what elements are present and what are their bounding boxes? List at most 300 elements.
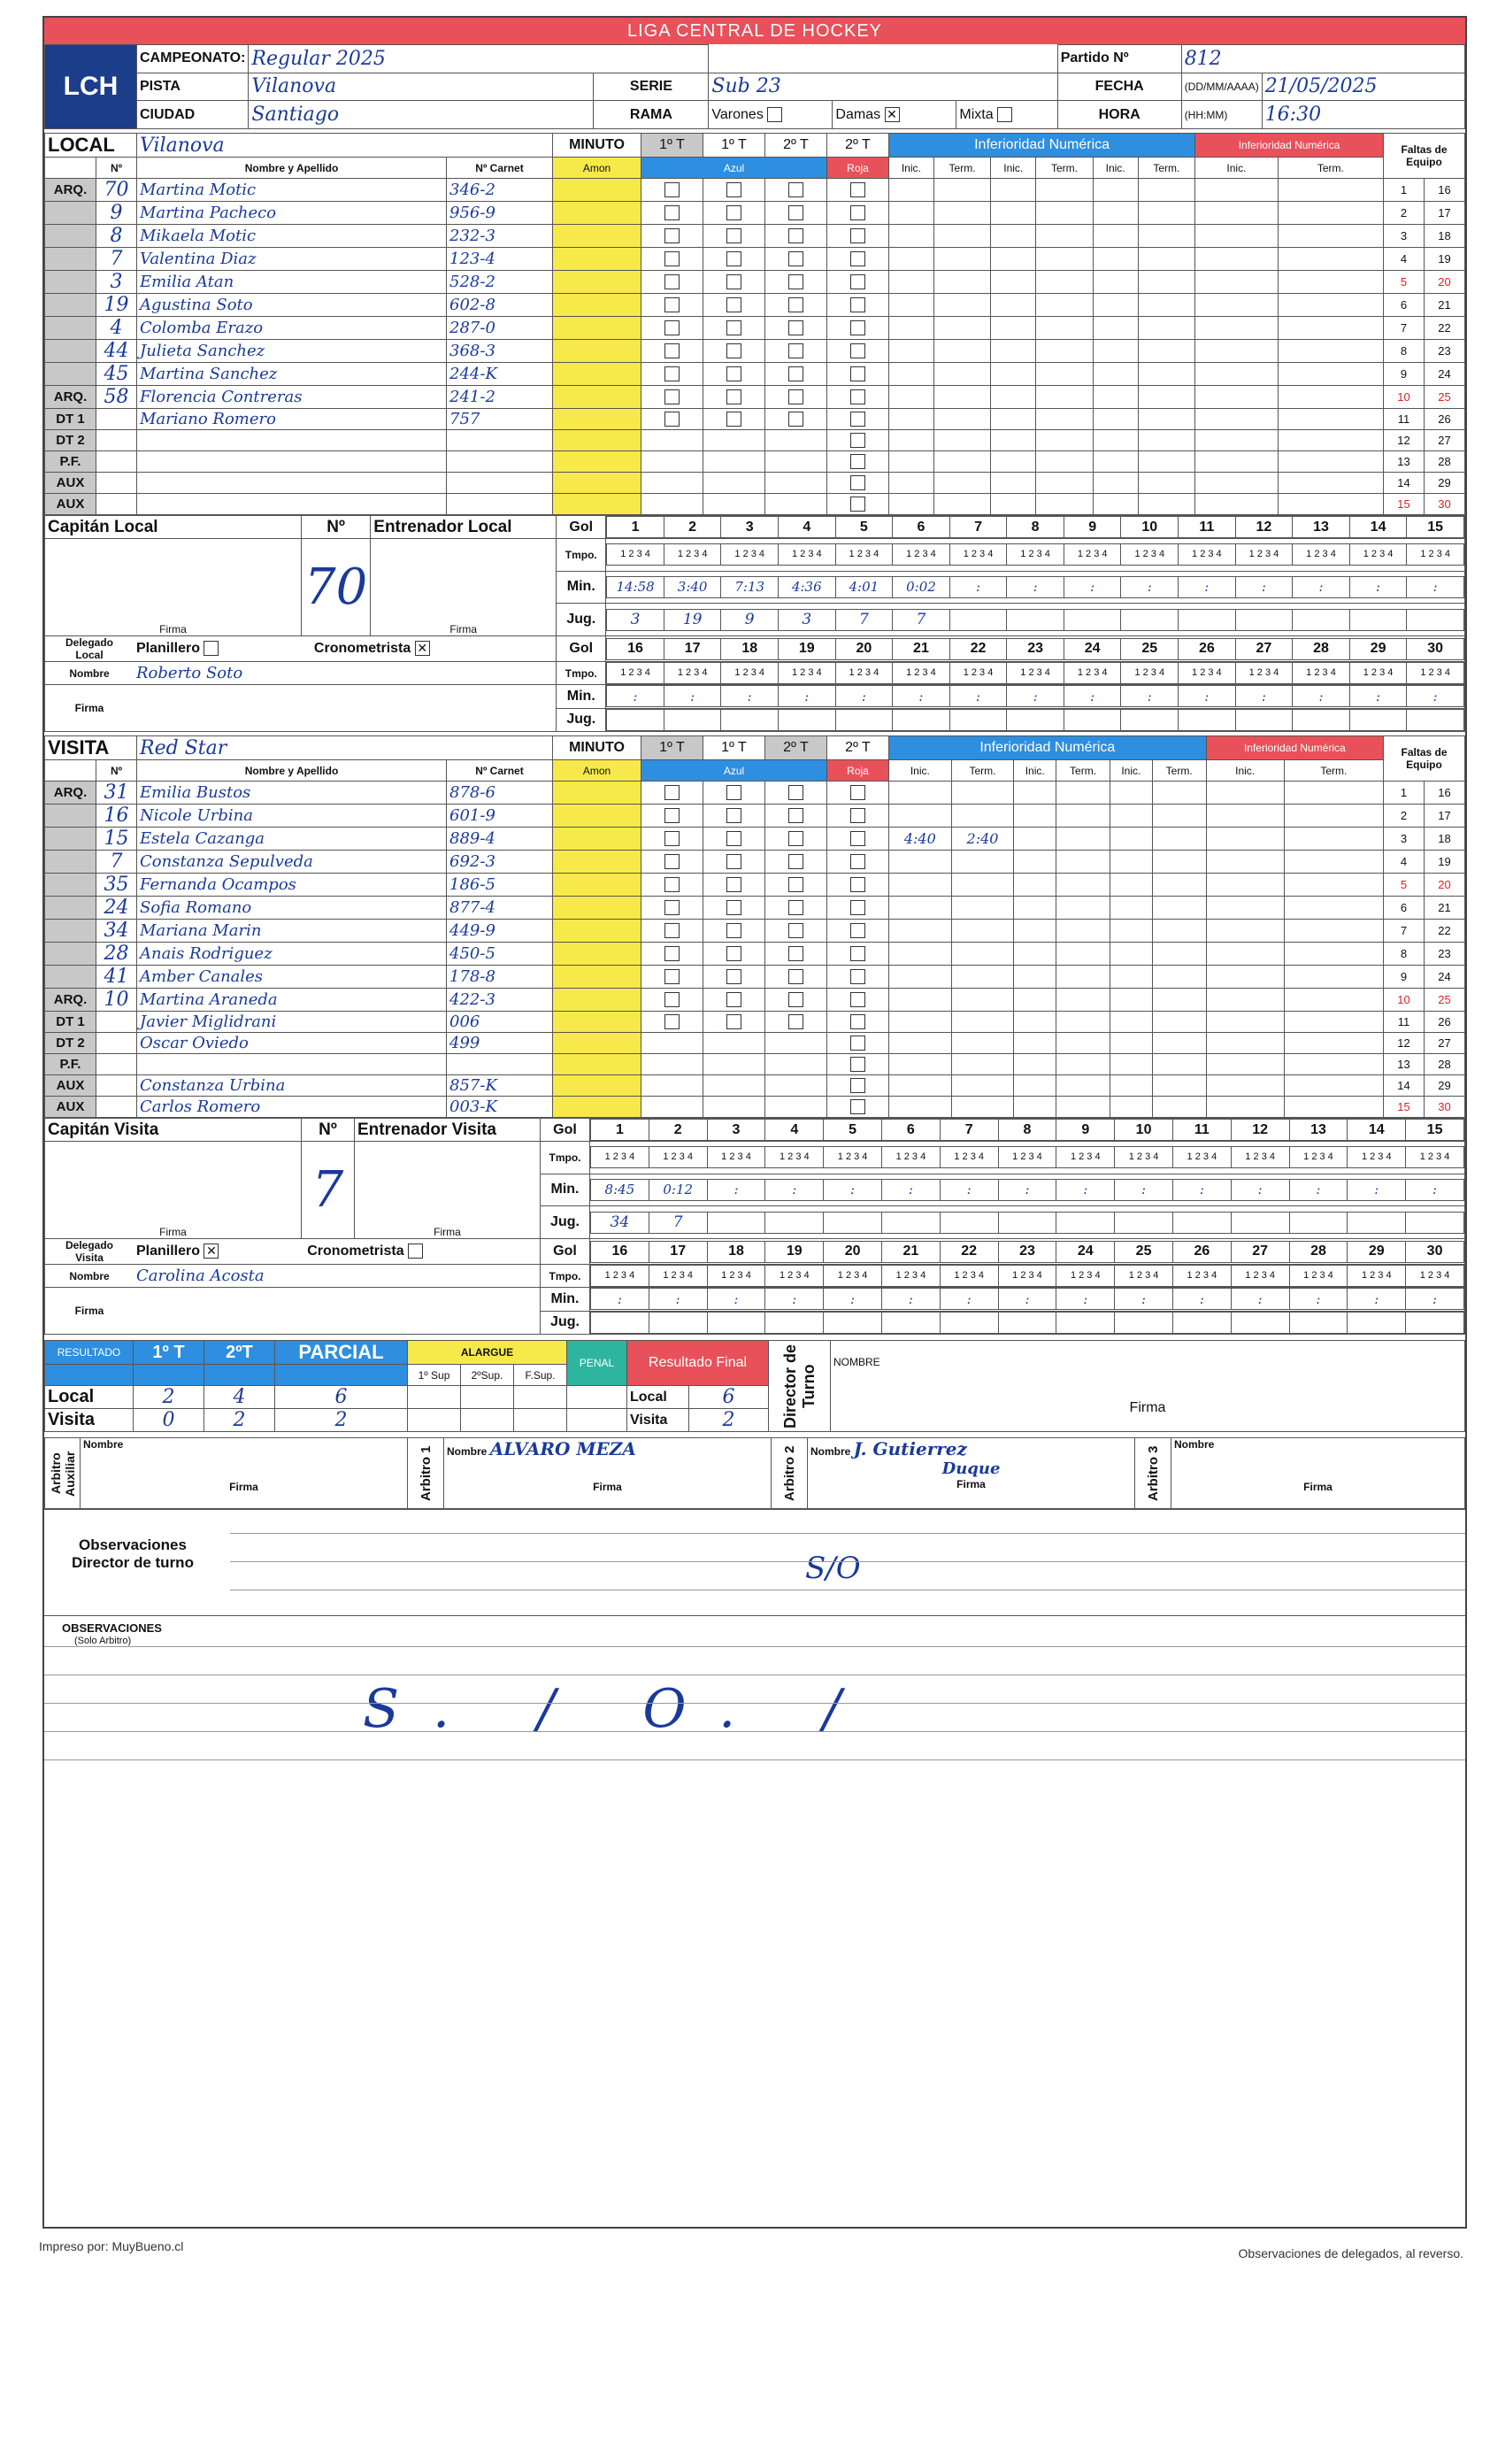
inferioridad-cell[interactable] [951, 1012, 1014, 1033]
inferioridad-cell[interactable] [933, 225, 991, 248]
local-t1-score[interactable]: 2 [134, 1386, 204, 1409]
inferioridad-cell[interactable] [1284, 805, 1383, 828]
inferioridad-cell[interactable] [1110, 1054, 1152, 1075]
tmpo-cell[interactable]: 1 2 3 4 [940, 1147, 998, 1168]
inferioridad-cell[interactable] [1152, 805, 1206, 828]
inferioridad-cell[interactable] [889, 1075, 952, 1097]
inferioridad-cell[interactable] [1195, 202, 1278, 225]
tmpo-cell[interactable]: 1 2 3 4 [1064, 544, 1121, 566]
goal-minute[interactable]: : [1121, 576, 1179, 597]
tmpo-cell[interactable]: 1 2 3 4 [591, 1266, 649, 1287]
partido-value[interactable]: 812 [1181, 45, 1464, 73]
fault-cell[interactable]: 28 [1425, 1054, 1465, 1075]
tmpo-cell[interactable]: 1 2 3 4 [1348, 1147, 1406, 1168]
player-carnet[interactable]: 422-3 [447, 989, 553, 1012]
card-checkbox[interactable] [726, 1014, 741, 1029]
inferioridad-cell[interactable] [1036, 317, 1094, 340]
player-carnet[interactable]: 178-8 [447, 966, 553, 989]
fault-cell[interactable]: 17 [1425, 202, 1465, 225]
visita-parcial-score[interactable]: 2 [275, 1409, 408, 1432]
inferioridad-cell[interactable] [889, 271, 934, 294]
player-number[interactable]: 9 [96, 202, 137, 225]
inferioridad-cell[interactable] [889, 1097, 952, 1118]
player-name[interactable]: Mariano Romero [137, 409, 447, 430]
card-cell[interactable] [827, 1054, 889, 1075]
card-checkbox[interactable] [850, 854, 865, 869]
card-cell[interactable] [765, 828, 827, 851]
player-name[interactable]: Martina Sanchez [137, 363, 447, 386]
inferioridad-cell[interactable] [1278, 430, 1383, 451]
amon-cell[interactable] [553, 179, 641, 202]
card-checkbox[interactable] [664, 320, 680, 335]
inferioridad-cell[interactable] [1284, 966, 1383, 989]
player-number[interactable] [96, 1012, 137, 1033]
card-cell[interactable] [641, 1012, 703, 1033]
tmpo-cell[interactable]: 1 2 3 4 [1231, 1266, 1289, 1287]
tmpo-cell[interactable]: 1 2 3 4 [664, 663, 721, 684]
player-name[interactable]: Agustina Soto [137, 294, 447, 317]
goal-player[interactable] [1172, 1312, 1231, 1333]
inferioridad-cell[interactable] [889, 317, 934, 340]
inferioridad-cell[interactable] [1110, 1012, 1152, 1033]
inferioridad-cell[interactable] [1036, 430, 1094, 451]
card-cell[interactable] [641, 363, 703, 386]
card-cell[interactable] [827, 897, 889, 920]
inferioridad-cell[interactable] [1036, 451, 1094, 473]
amon-cell[interactable] [553, 920, 641, 943]
fault-cell[interactable]: 24 [1425, 966, 1465, 989]
inferioridad-cell[interactable] [933, 271, 991, 294]
card-checkbox[interactable] [726, 343, 741, 358]
visita-t1-score[interactable]: 0 [134, 1409, 204, 1432]
inferioridad-cell[interactable] [1206, 828, 1284, 851]
card-checkbox[interactable] [788, 297, 803, 312]
inferioridad-cell[interactable] [1284, 828, 1383, 851]
goal-player[interactable] [591, 1312, 649, 1333]
card-cell[interactable] [827, 294, 889, 317]
inferioridad-cell[interactable] [951, 782, 1014, 805]
card-checkbox[interactable] [726, 182, 741, 197]
player-name[interactable]: Valentina Diaz [137, 248, 447, 271]
card-checkbox[interactable] [788, 228, 803, 243]
card-cell[interactable] [827, 386, 889, 409]
goal-minute[interactable]: : [707, 1179, 765, 1200]
card-checkbox[interactable] [850, 1036, 865, 1051]
inferioridad-cell[interactable] [1056, 805, 1110, 828]
inferioridad-cell[interactable] [1284, 1033, 1383, 1054]
card-cell[interactable] [765, 494, 827, 515]
amon-cell[interactable] [553, 340, 641, 363]
goal-player[interactable] [707, 1212, 765, 1233]
card-cell[interactable] [703, 1033, 765, 1054]
tmpo-cell[interactable]: 1 2 3 4 [721, 663, 779, 684]
player-carnet[interactable]: 232-3 [447, 225, 553, 248]
card-checkbox[interactable] [788, 900, 803, 915]
goal-minute[interactable]: : [1056, 1179, 1115, 1200]
card-cell[interactable] [765, 294, 827, 317]
inferioridad-cell[interactable] [1138, 179, 1195, 202]
goal-minute[interactable]: : [1172, 1179, 1231, 1200]
inferioridad-cell[interactable] [1036, 294, 1094, 317]
fault-cell[interactable]: 7 [1384, 317, 1425, 340]
tmpo-cell[interactable]: 1 2 3 4 [1407, 544, 1464, 566]
card-cell[interactable] [827, 805, 889, 828]
inferioridad-cell[interactable] [889, 294, 934, 317]
damas-checkbox[interactable] [885, 107, 900, 122]
inferioridad-cell[interactable] [1093, 179, 1138, 202]
inferioridad-cell[interactable] [1195, 179, 1278, 202]
card-checkbox[interactable] [850, 366, 865, 381]
inferioridad-cell[interactable] [1138, 386, 1195, 409]
card-checkbox[interactable] [664, 808, 680, 823]
card-cell[interactable] [641, 805, 703, 828]
card-cell[interactable] [703, 920, 765, 943]
player-carnet[interactable]: 449-9 [447, 920, 553, 943]
inferioridad-cell[interactable] [1138, 473, 1195, 494]
fault-cell[interactable]: 21 [1425, 897, 1465, 920]
tmpo-cell[interactable]: 1 2 3 4 [949, 663, 1007, 684]
card-cell[interactable] [703, 430, 765, 451]
player-number[interactable]: 58 [96, 386, 137, 409]
fault-cell[interactable]: 18 [1425, 225, 1465, 248]
inferioridad-cell[interactable] [1014, 1097, 1056, 1118]
inferioridad-cell[interactable] [933, 179, 991, 202]
player-carnet[interactable] [447, 451, 553, 473]
inferioridad-cell[interactable] [1278, 317, 1383, 340]
card-cell[interactable] [827, 271, 889, 294]
card-cell[interactable] [765, 451, 827, 473]
inferioridad-cell[interactable] [1110, 828, 1152, 851]
player-name[interactable]: Julieta Sanchez [137, 340, 447, 363]
inferioridad-cell[interactable] [1206, 1054, 1284, 1075]
card-checkbox[interactable] [664, 923, 680, 938]
inferioridad-cell[interactable] [1152, 1097, 1206, 1118]
player-carnet[interactable]: 287-0 [447, 317, 553, 340]
card-cell[interactable] [765, 409, 827, 430]
card-cell[interactable] [765, 1033, 827, 1054]
card-checkbox[interactable] [788, 831, 803, 846]
goal-player[interactable] [721, 709, 779, 730]
card-checkbox[interactable] [850, 992, 865, 1007]
inferioridad-cell[interactable] [951, 943, 1014, 966]
inferioridad-cell[interactable] [889, 248, 934, 271]
inferioridad-cell[interactable] [1014, 1033, 1056, 1054]
player-number[interactable] [96, 494, 137, 515]
inferioridad-cell[interactable] [889, 451, 934, 473]
inferioridad-cell[interactable] [889, 430, 934, 451]
card-cell[interactable] [703, 1097, 765, 1118]
inferioridad-cell[interactable] [1056, 851, 1110, 874]
inferioridad-cell[interactable] [1093, 202, 1138, 225]
fault-cell[interactable]: 19 [1425, 248, 1465, 271]
card-checkbox[interactable] [850, 900, 865, 915]
goal-minute[interactable]: : [1231, 1289, 1289, 1310]
card-cell[interactable] [703, 828, 765, 851]
player-number[interactable]: 34 [96, 920, 137, 943]
amon-cell[interactable] [553, 473, 641, 494]
card-cell[interactable] [765, 1012, 827, 1033]
card-checkbox[interactable] [726, 946, 741, 961]
player-carnet[interactable]: 877-4 [447, 897, 553, 920]
goal-player[interactable] [1064, 709, 1121, 730]
tmpo-cell[interactable]: 1 2 3 4 [1007, 663, 1064, 684]
card-checkbox[interactable] [850, 182, 865, 197]
tmpo-cell[interactable]: 1 2 3 4 [1235, 544, 1293, 566]
inferioridad-cell[interactable] [1206, 897, 1284, 920]
card-cell[interactable] [703, 851, 765, 874]
inferioridad-cell[interactable] [1056, 943, 1110, 966]
goal-player[interactable] [893, 709, 950, 730]
card-checkbox[interactable] [788, 389, 803, 404]
inferioridad-cell[interactable] [1195, 271, 1278, 294]
amon-cell[interactable] [553, 874, 641, 897]
card-cell[interactable] [641, 317, 703, 340]
tmpo-cell[interactable]: 1 2 3 4 [1115, 1147, 1173, 1168]
goal-player[interactable] [1121, 709, 1179, 730]
inferioridad-cell[interactable] [1284, 1054, 1383, 1075]
delegado-nombre-value[interactable]: Roberto Soto [136, 664, 243, 682]
inferioridad-cell[interactable] [889, 202, 934, 225]
goal-player[interactable] [1235, 609, 1293, 630]
player-name[interactable]: Martina Araneda [137, 989, 447, 1012]
player-number[interactable] [96, 451, 137, 473]
goal-minute[interactable]: : [765, 1179, 824, 1200]
amon-cell[interactable] [553, 317, 641, 340]
inferioridad-cell[interactable] [1014, 782, 1056, 805]
inferioridad-cell[interactable] [991, 451, 1036, 473]
inferioridad-cell[interactable] [1056, 920, 1110, 943]
card-cell[interactable] [827, 494, 889, 515]
player-number[interactable]: 3 [96, 271, 137, 294]
goal-player[interactable]: 3 [779, 609, 836, 630]
inferioridad-cell[interactable] [1056, 989, 1110, 1012]
fault-cell[interactable]: 30 [1425, 494, 1465, 515]
tmpo-cell[interactable]: 1 2 3 4 [1056, 1266, 1115, 1287]
player-name[interactable]: Constanza Urbina [137, 1075, 447, 1097]
fault-cell[interactable]: 2 [1384, 202, 1425, 225]
tmpo-cell[interactable]: 1 2 3 4 [1064, 663, 1121, 684]
inferioridad-cell[interactable] [1152, 920, 1206, 943]
card-cell[interactable] [703, 179, 765, 202]
card-checkbox[interactable] [664, 992, 680, 1007]
inferioridad-cell[interactable] [1093, 409, 1138, 430]
inferioridad-cell[interactable] [1138, 202, 1195, 225]
card-cell[interactable] [827, 225, 889, 248]
inferioridad-cell[interactable] [951, 966, 1014, 989]
card-checkbox[interactable] [850, 831, 865, 846]
inferioridad-cell[interactable] [1056, 1033, 1110, 1054]
card-cell[interactable] [641, 294, 703, 317]
fault-cell[interactable]: 8 [1384, 340, 1425, 363]
tmpo-cell[interactable]: 1 2 3 4 [765, 1147, 824, 1168]
goal-minute[interactable]: : [1064, 686, 1121, 707]
inferioridad-cell[interactable] [1278, 202, 1383, 225]
card-cell[interactable] [641, 897, 703, 920]
inferioridad-cell[interactable] [933, 386, 991, 409]
fault-cell[interactable]: 3 [1384, 828, 1425, 851]
card-cell[interactable] [703, 473, 765, 494]
inferioridad-cell[interactable] [991, 179, 1036, 202]
inferioridad-cell[interactable] [889, 340, 934, 363]
inferioridad-cell[interactable] [1278, 271, 1383, 294]
inferioridad-cell[interactable] [1036, 225, 1094, 248]
player-number[interactable] [96, 473, 137, 494]
fecha-value[interactable]: 21/05/2025 [1262, 73, 1464, 101]
card-cell[interactable] [641, 989, 703, 1012]
card-cell[interactable] [641, 828, 703, 851]
inferioridad-cell[interactable] [1284, 782, 1383, 805]
fault-cell[interactable]: 25 [1425, 386, 1465, 409]
card-cell[interactable] [703, 782, 765, 805]
inferioridad-cell[interactable] [1138, 451, 1195, 473]
card-checkbox[interactable] [850, 946, 865, 961]
card-checkbox[interactable] [726, 412, 741, 427]
card-checkbox[interactable] [850, 877, 865, 892]
goal-player[interactable] [1407, 709, 1464, 730]
card-checkbox[interactable] [788, 274, 803, 289]
goal-player[interactable] [1115, 1312, 1173, 1333]
goal-player[interactable] [1407, 609, 1464, 630]
tmpo-cell[interactable]: 1 2 3 4 [1406, 1147, 1464, 1168]
fault-cell[interactable]: 19 [1425, 851, 1465, 874]
visita-t2-score[interactable]: 2 [204, 1409, 275, 1432]
local-team-name[interactable]: Vilanova [137, 134, 553, 158]
inferioridad-cell[interactable] [1014, 851, 1056, 874]
player-name[interactable]: Anais Rodriguez [137, 943, 447, 966]
inferioridad-cell[interactable] [951, 1097, 1014, 1118]
card-checkbox[interactable] [788, 1014, 803, 1029]
fault-cell[interactable]: 20 [1425, 271, 1465, 294]
card-checkbox[interactable] [664, 1014, 680, 1029]
inferioridad-cell[interactable] [1093, 451, 1138, 473]
player-number[interactable]: 44 [96, 340, 137, 363]
fault-cell[interactable]: 27 [1425, 1033, 1465, 1054]
player-name[interactable]: Emilia Bustos [137, 782, 447, 805]
inferioridad-cell[interactable] [889, 989, 952, 1012]
goal-player[interactable]: 34 [591, 1212, 649, 1233]
card-checkbox[interactable] [664, 389, 680, 404]
amon-cell[interactable] [553, 363, 641, 386]
player-carnet[interactable]: 244-K [447, 363, 553, 386]
card-checkbox[interactable] [788, 808, 803, 823]
fault-cell[interactable]: 25 [1425, 989, 1465, 1012]
goal-minute[interactable]: : [1407, 576, 1464, 597]
goal-minute[interactable]: : [607, 686, 664, 707]
fault-cell[interactable]: 13 [1384, 451, 1425, 473]
player-number[interactable] [96, 409, 137, 430]
player-carnet[interactable]: 450-5 [447, 943, 553, 966]
goal-minute[interactable]: 8:45 [591, 1179, 649, 1200]
delegado-v-nombre-value[interactable]: Carolina Acosta [136, 1267, 265, 1285]
inferioridad-cell[interactable] [1284, 920, 1383, 943]
card-checkbox[interactable] [726, 389, 741, 404]
goal-player[interactable]: 7 [835, 609, 893, 630]
tmpo-cell[interactable]: 1 2 3 4 [1007, 544, 1064, 566]
local-parcial-score[interactable]: 6 [275, 1386, 408, 1409]
inferioridad-cell[interactable] [1195, 473, 1278, 494]
capitan-num-value[interactable]: 70 [302, 539, 371, 636]
card-cell[interactable] [827, 363, 889, 386]
inferioridad-cell[interactable] [1110, 1075, 1152, 1097]
fault-cell[interactable]: 1 [1384, 782, 1425, 805]
inferioridad-cell[interactable] [889, 1012, 952, 1033]
goal-player[interactable] [881, 1312, 940, 1333]
card-checkbox[interactable] [850, 389, 865, 404]
tmpo-cell[interactable]: 1 2 3 4 [591, 1147, 649, 1168]
inferioridad-cell[interactable] [1036, 409, 1094, 430]
inferioridad-cell[interactable] [951, 874, 1014, 897]
inferioridad-cell[interactable] [1195, 317, 1278, 340]
card-cell[interactable] [703, 1075, 765, 1097]
cronometrista-checkbox[interactable] [415, 641, 430, 656]
player-carnet[interactable]: 241-2 [447, 386, 553, 409]
card-cell[interactable] [765, 179, 827, 202]
player-carnet[interactable]: 692-3 [447, 851, 553, 874]
card-cell[interactable] [765, 271, 827, 294]
tmpo-cell[interactable]: 1 2 3 4 [1056, 1147, 1115, 1168]
inferioridad-cell[interactable] [1014, 966, 1056, 989]
amon-cell[interactable] [553, 943, 641, 966]
goal-minute[interactable]: : [1179, 686, 1236, 707]
card-checkbox[interactable] [850, 1057, 865, 1072]
card-checkbox[interactable] [850, 969, 865, 984]
fault-cell[interactable]: 10 [1384, 989, 1425, 1012]
amon-cell[interactable] [553, 966, 641, 989]
fault-cell[interactable]: 2 [1384, 805, 1425, 828]
card-cell[interactable] [703, 897, 765, 920]
inferioridad-cell[interactable] [951, 805, 1014, 828]
card-cell[interactable] [827, 966, 889, 989]
amon-cell[interactable] [553, 1075, 641, 1097]
fault-cell[interactable]: 12 [1384, 1033, 1425, 1054]
inferioridad-cell[interactable] [1036, 340, 1094, 363]
goal-minute[interactable]: : [779, 686, 836, 707]
goal-player[interactable] [707, 1312, 765, 1333]
inferioridad-cell[interactable] [1152, 1012, 1206, 1033]
fault-cell[interactable]: 9 [1384, 966, 1425, 989]
goal-player[interactable] [1289, 1212, 1348, 1233]
inferioridad-cell[interactable] [1138, 409, 1195, 430]
player-number[interactable]: 15 [96, 828, 137, 851]
obs-arbitro-text[interactable]: S. / O. / [363, 1678, 877, 1740]
card-checkbox[interactable] [664, 969, 680, 984]
amon-cell[interactable] [553, 202, 641, 225]
player-carnet[interactable]: 186-5 [447, 874, 553, 897]
hora-value[interactable]: 16:30 [1262, 101, 1464, 129]
card-checkbox[interactable] [726, 900, 741, 915]
card-checkbox[interactable] [850, 454, 865, 469]
inferioridad-cell[interactable] [1152, 966, 1206, 989]
card-cell[interactable] [703, 966, 765, 989]
player-name[interactable]: Florencia Contreras [137, 386, 447, 409]
player-number[interactable]: 16 [96, 805, 137, 828]
card-checkbox[interactable] [788, 785, 803, 800]
card-cell[interactable] [703, 386, 765, 409]
inferioridad-cell[interactable] [1206, 966, 1284, 989]
tmpo-cell[interactable]: 1 2 3 4 [824, 1266, 882, 1287]
card-cell[interactable] [827, 1075, 889, 1097]
inferioridad-cell[interactable] [1138, 363, 1195, 386]
card-cell[interactable] [827, 1097, 889, 1118]
inferioridad-cell[interactable] [1278, 473, 1383, 494]
mixta-checkbox[interactable] [997, 107, 1012, 122]
card-cell[interactable] [703, 805, 765, 828]
goal-minute[interactable]: : [1064, 576, 1121, 597]
inferioridad-cell[interactable] [991, 225, 1036, 248]
fault-cell[interactable]: 14 [1384, 473, 1425, 494]
goal-minute[interactable]: : [1121, 686, 1179, 707]
inferioridad-cell[interactable] [1278, 386, 1383, 409]
